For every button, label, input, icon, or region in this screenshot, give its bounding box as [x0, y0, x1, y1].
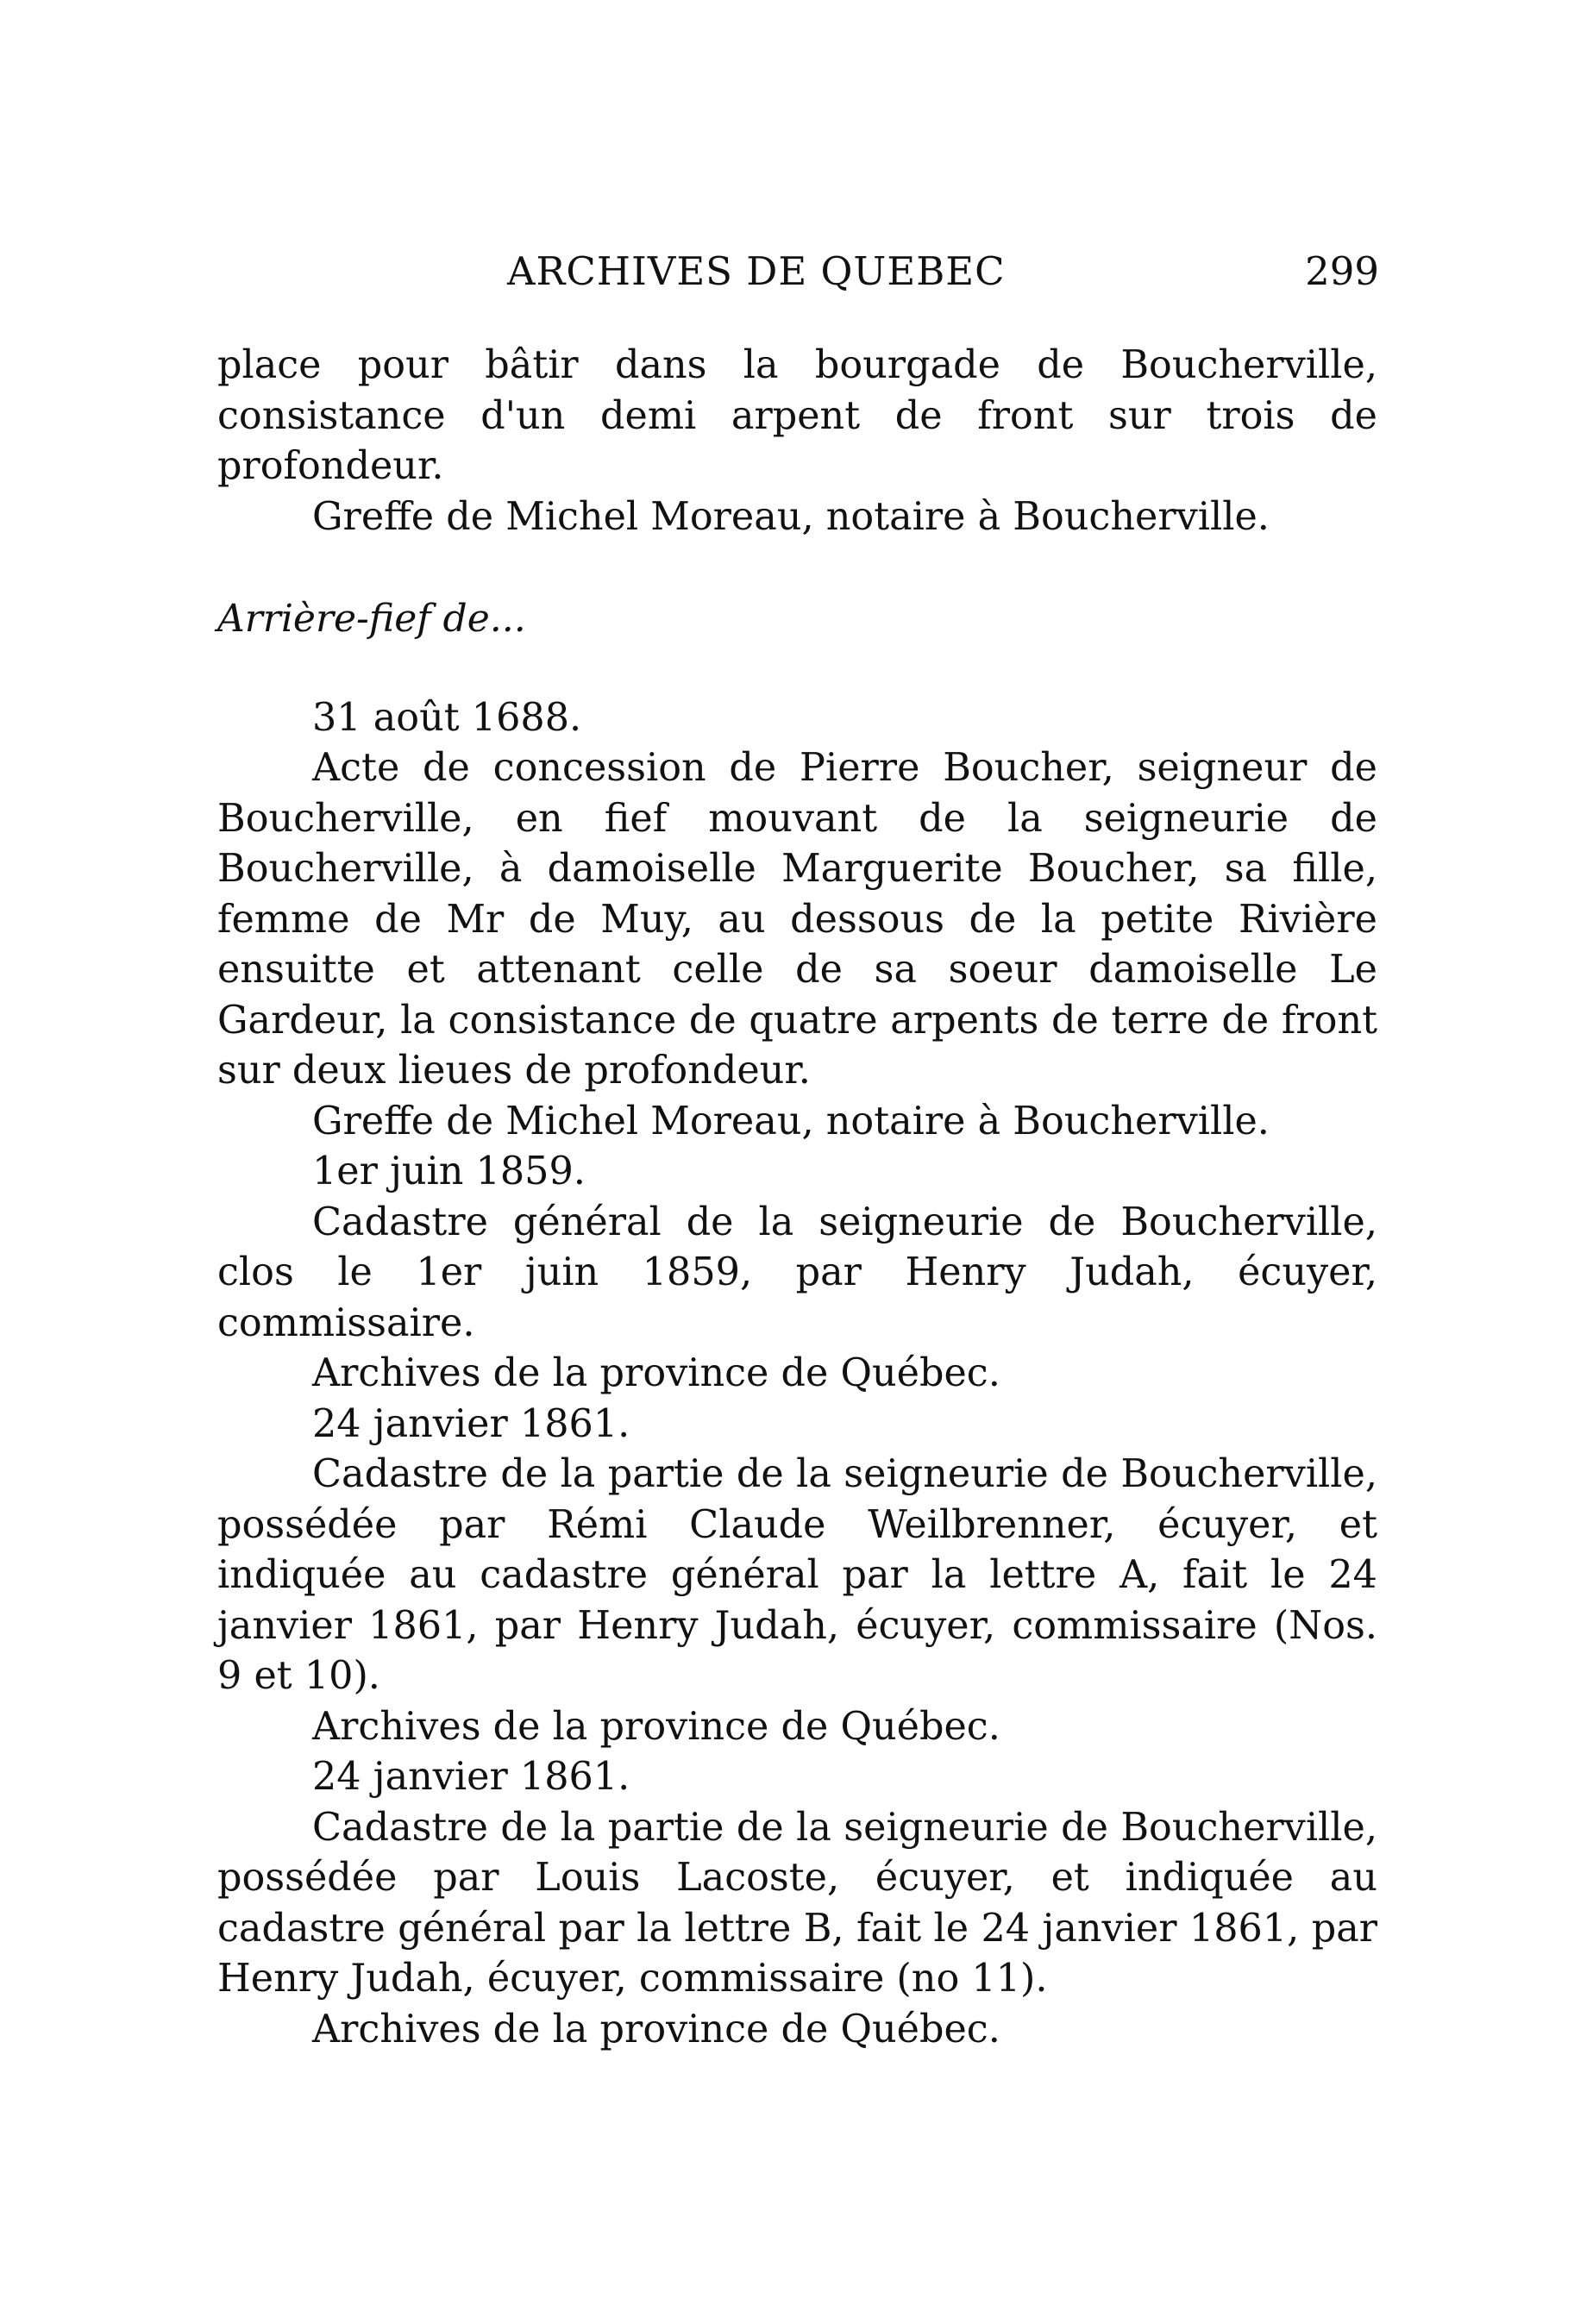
paragraph-date: 24 janvier 1861. — [312, 1401, 630, 1446]
running-title: ARCHIVES DE QUEBEC — [507, 248, 1006, 294]
paragraph-source: Greffe de Michel Moreau, notaire à Boucherville. — [312, 494, 1270, 539]
paragraph-continued: place pour bâtir dans la bourgade de Boucherville, consistance d'un demi arpent de front sur trois de profondeur. — [217, 343, 1377, 488]
paragraph-entry: Cadastre de la partie de la seigneurie de Boucherville, possédée par Rémi Claude Weilbrenner, écuyer, et indiquée au cadastre général par la lettre A, fait le 24 janvier 1861, par Henry Judah, écuyer, commissaire (Nos. 9 et 10). — [217, 1452, 1377, 1698]
paragraph-source: Archives de la province de Québec. — [312, 1704, 1000, 1749]
paragraph-date: 24 janvier 1861. — [312, 1755, 630, 1799]
paragraph-source: Archives de la province de Québec. — [312, 1351, 1000, 1395]
paragraph-date: 31 août 1688. — [312, 695, 582, 740]
paragraph-source: Greffe de Michel Moreau, notaire à Boucherville. — [312, 1099, 1270, 1143]
paragraph-entry: Cadastre général de la seigneurie de Boucherville, clos le 1er juin 1859, par Henry Judah, écuyer, commissaire. — [217, 1200, 1377, 1345]
body-text — [217, 341, 1377, 2055]
section-title: Arrière-fief de... — [217, 597, 526, 641]
paragraph-source: Archives de la province de Québec. — [312, 2007, 1000, 2052]
paragraph-entry: Cadastre de la partie de la seigneurie de Boucherville, possédée par Louis Lacoste, écuyer, et indiquée au cadastre général par la lettre B, fait le 24 janvier 1861, par Henry Judah, écuyer, commissaire (no 11). — [217, 1805, 1377, 2001]
paragraph-entry: Acte de concession de Pierre Boucher, seigneur de Boucherville, en fief mouvant de la seigneurie de Boucherville, à damoiselle Marguerite Boucher, sa fille, femme de Mr de Muy, au dessous de la petite Rivière ensuitte et attenant celle de sa soeur damoiselle Le Gardeur, la consistance de quatre arpents de terre de front sur deux lieues de profondeur. — [217, 746, 1377, 1093]
paragraph-date: 1er juin 1859. — [312, 1149, 586, 1193]
page-header — [0, 248, 1593, 300]
page-number: 299 — [1305, 248, 1379, 294]
